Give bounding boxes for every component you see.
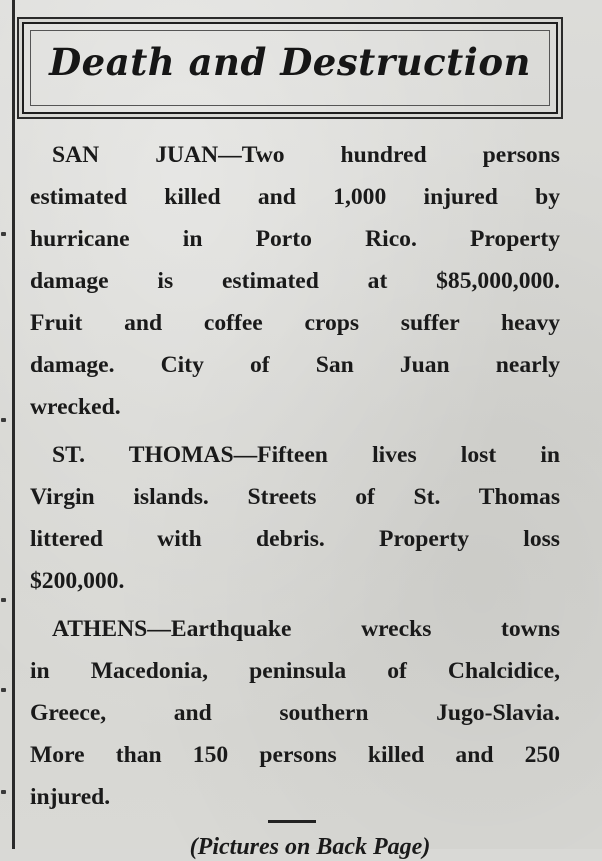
text-line: estimated killed and 1,000 injured by (30, 184, 560, 210)
text-line: ATHENS—Earthquake wrecks towns (52, 616, 560, 642)
text-line: damage. City of San Juan nearly (30, 352, 560, 378)
text-line: littered with debris. Property loss (30, 526, 560, 552)
text-line: Greece, and southern Jugo-Slavia. (30, 700, 560, 726)
text-line: hurricane in Porto Rico. Property (30, 226, 560, 252)
text-line: in Macedonia, peninsula of Chalcidice, (30, 658, 560, 684)
text-line: More than 150 persons killed and 250 (30, 742, 560, 768)
paragraph-athens (30, 608, 560, 818)
text-line: ST. THOMAS—Fifteen lives lost in (52, 442, 560, 468)
text-line: Fruit and coffee crops suffer heavy (30, 310, 560, 336)
text-fragment (1, 688, 6, 692)
column-rule (12, 0, 15, 849)
text-line: wrecked. (30, 394, 121, 420)
text-fragment (1, 418, 6, 422)
paragraph-san-juan (30, 134, 560, 428)
adjacent-column-fragments (0, 0, 10, 849)
text-line: $200,000. (30, 568, 125, 594)
text-line: injured. (30, 784, 111, 810)
text-line: damage is estimated at $85,000,000. (30, 268, 560, 294)
text-fragment (1, 232, 6, 236)
text-line: Virgin islands. Streets of St. Thomas (30, 484, 560, 510)
text-line: SAN JUAN—Two hundred persons (52, 142, 560, 168)
text-fragment (1, 790, 6, 794)
headline-box (22, 22, 558, 114)
article-body (30, 134, 560, 824)
paragraph-st-thomas (30, 434, 560, 602)
headline: Death and Destruction (49, 40, 531, 84)
text-fragment (1, 598, 6, 602)
section-dash (268, 820, 316, 823)
footer-note: (Pictures on Back Page) (189, 834, 431, 860)
